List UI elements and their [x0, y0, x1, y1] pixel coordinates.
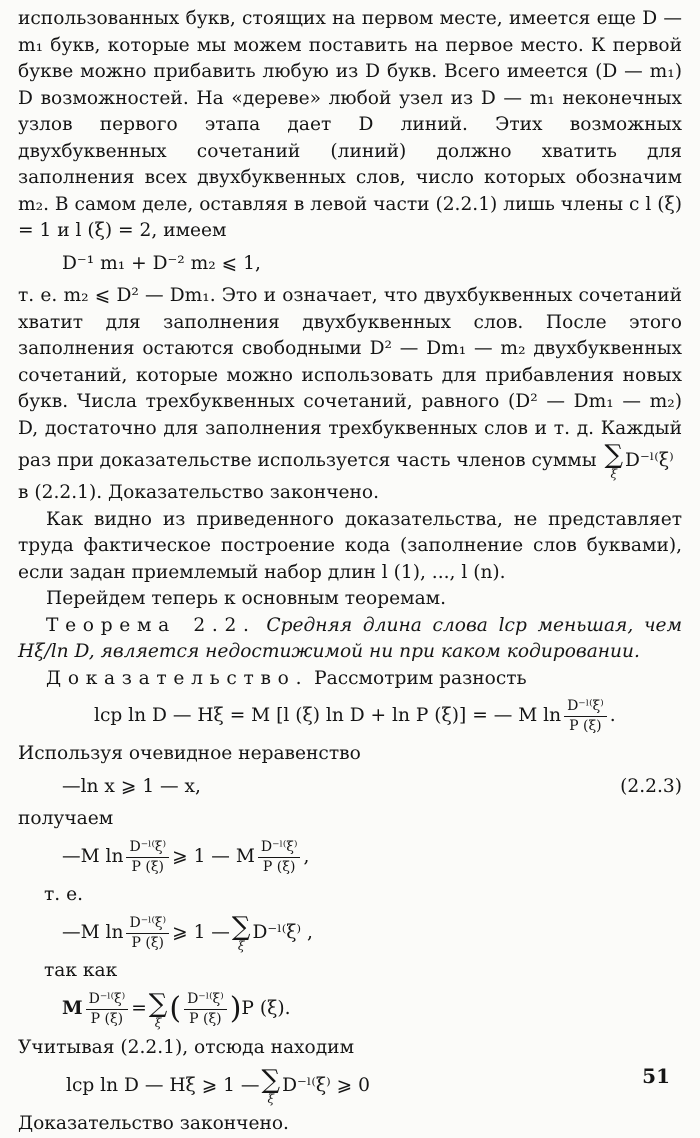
equation-3-tag: (2.2.3) [620, 775, 682, 797]
paragraph-4: Перейдем теперь к основным теоремам. [46, 588, 447, 609]
theorem [18, 613, 682, 666]
paragraph-1: использованных букв, стоящих на первом месте, имеется еще D — m₁ букв, которые мы можем поставить на первое место. К первой букве можно прибавить любую из D букв. Всего имеется (D — m₁) D возможностей. На «дереве» любой узел из D — m₁ неконечных узлов первого этапа дает D линий. Этих возможных двухбуквенных сочетаний (линий) должно хватить для заполнения всех двухбуквенных слов, число которых обозначим m₂. В самом деле, оставляя в левой части (2.2.1) лишь члены с l (ξ) = 1 и l (ξ) = 2, имеем [18, 8, 682, 241]
proof-label: Доказательство. [46, 667, 309, 689]
paragraph-2-end: в (2.2.1). Доказательство закончено. [18, 482, 379, 503]
proof-start [18, 666, 682, 693]
sum-symbol: ∑ ξ [604, 440, 624, 481]
equation-3-body: —ln x ⩾ 1 — x, [62, 775, 201, 797]
final-text: Доказательство закончено. [18, 1113, 289, 1134]
equation-3 [18, 774, 682, 801]
proof-intro: Рассмотрим разность [314, 667, 527, 689]
equation-1: D⁻¹ m₁ + D⁻² m₂ ⩽ 1, [62, 252, 261, 274]
equation-6: M $\frac{\text{D⁻ˡ⁽ξ⁾}}{P (\xi)}$ = ∑ ξ ( $\frac{\text{D⁻ˡ⁽ξ⁾}}{P (\xi)}$ ) P (ξ). [62, 988, 291, 1030]
theorem-text: Средняя длина слова lср меньшая, чем Hξ/ln D, является недостижимой ни при каком кодировании. [18, 614, 682, 662]
since-text: так как [44, 960, 118, 981]
using-text: Используя очевидное неравенство [18, 743, 361, 764]
equation-2-left: lср ln D — Hξ = M [l (ξ) ln D + ln P (ξ)] = — M ln [94, 705, 562, 727]
equation-5: —M ln $\frac{\text{D⁻ˡ⁽ξ⁾}}{P (\xi)}$ ⩾ 1 — ∑ ξ D⁻ˡ⁽ξ⁾ , [62, 912, 313, 953]
equation-4: —M ln $\frac{\text{D⁻ˡ⁽ξ⁾}}{P (\xi)}$ ⩾ 1 — M $\frac{\text{D⁻ˡ⁽ξ⁾}}{P (\xi)}$ , [62, 838, 310, 875]
paragraph-3: Как видно из приведенного доказательства, не представляет труда фактическое построение кода (заполнение слов буквами), если задан приемлемый набор длин l (1), ..., l (n). [18, 508, 682, 583]
equation-2: lср ln D — Hξ = M [l (ξ) ln D + ln P (ξ)] = — M ln $\frac{\text{D⁻ˡ⁽ξ⁾}}{P (\xi)}$ . [94, 698, 616, 734]
ie-text: т. е. [44, 883, 84, 905]
theorem-label: Теорема 2.2. [46, 614, 256, 636]
page-number: 51 [642, 1064, 670, 1088]
sum-term: D⁻ˡ⁽ξ⁾ [625, 450, 674, 471]
equation-2-fraction: $\frac{\text{D⁻ˡ⁽ξ⁾}}{P (\xi)}$ [564, 698, 607, 735]
get-text: получаем [18, 808, 114, 829]
equation-7: lср ln D — Hξ ⩾ 1 — ∑ ξ D⁻ˡ⁽ξ⁾ ⩾ 0 [66, 1065, 370, 1106]
paragraph-2 [18, 283, 682, 480]
page-body [18, 6, 682, 1138]
paragraph-2-text: т. е. m₂ ⩽ D² — Dm₁. Это и означает, что двухбуквенных сочетаний хватит для заполнения двухбуквенных слов. После этого заполнения остаются свободными D² — Dm₁ — m₂ двухбуквенных сочетаний, которые можно использовать для прибавления новых букв. Числа трехбуквенных сочетаний, равного (D² — Dm₁ — m₂) D, достаточно для заполнения трехбуквенных слов и т. д. Каждый раз при доказательстве используется часть членов суммы [18, 285, 682, 471]
considering-text: Учитывая (2.2.1), отсюда находим [18, 1036, 355, 1058]
